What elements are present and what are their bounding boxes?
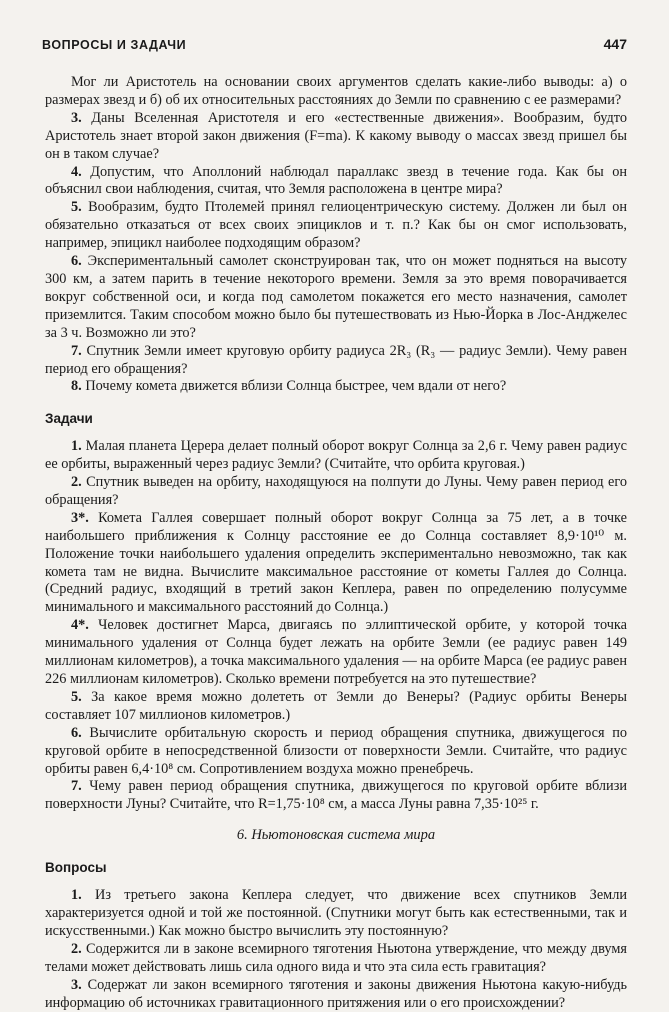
question-item xyxy=(45,199,627,253)
problem-item-number: 5. xyxy=(71,688,82,705)
problem-item-number: 2. xyxy=(71,474,82,491)
problem-item xyxy=(45,725,627,779)
question-item-number: 6. xyxy=(71,253,82,270)
question-item-number: 2. xyxy=(71,940,82,957)
problems-heading: Задачи xyxy=(45,411,93,427)
question-item-text: Содержат ли закон всемирного тяготения и законы движения Ньютона какую-нибудь информацию об источниках гравитационного притяжения или о его происхождении? xyxy=(45,976,627,1011)
page-body xyxy=(45,74,627,1012)
section-title: 6. Ньютоновская система мира xyxy=(236,827,436,844)
problem-item-text: Комета Галлея совершает полный оборот вокруг Солнца за 75 лет, а в точке наибольшего приближения к Солнцу расстояние ее до Солнца составляет 8,9·10¹⁰ м. Положение точки наибольшего удаления определить экспериментально невозможно, так как комета там не видна. Вычислите максимальное расстояние от кометы Галлея до Солнца. (Средний радиус, входящий в третий закон Кеплера, равен по определению полусумме минимального и максимального расстояний до Солнца.) xyxy=(45,509,627,616)
problem-item-text: Человек достигнет Марса, двигаясь по эллиптической орбите, у которой точка минимального удаления от Солнца будет лежать на орбите Земли (ее радиус равен 149 миллионам километров), а точка максимального удаления — на орбите Марса (ее радиус равен 226 миллионам километров). Сколько времени потребуется на это путешествие? xyxy=(45,617,627,687)
questions-list xyxy=(45,887,627,1012)
question-item-number: 1. xyxy=(71,887,82,904)
problems-list xyxy=(45,438,627,814)
problem-item xyxy=(45,438,627,474)
question-item-text: Содержится ли в законе всемирного тяготения Ньютона утверждение, что между двумя телами может действовать лишь сила одного вида и что эта сила есть гравитация? xyxy=(45,940,627,975)
problem-item-text: Малая планета Церера делает полный оборот вокруг Солнца за 2,6 г. Чему равен радиус ее орбиты, выраженный через радиус Земли? (Считайте, что орбита круговая.) xyxy=(45,438,628,473)
question-item-number: 5. xyxy=(71,199,82,216)
question-item xyxy=(45,253,627,343)
problem-item-text: Чему равен период обращения спутника, движущегося по круговой орбите вблизи поверхности Луны? Считайте, что R=1,75·10⁸ см, а масса Луны равна 7,35·10²⁵ г. xyxy=(45,778,627,813)
question-item xyxy=(45,164,627,200)
question-item xyxy=(45,378,627,396)
question-item-number: 8. xyxy=(71,378,82,395)
problem-item xyxy=(45,474,627,510)
question-item-number: 4. xyxy=(71,163,82,180)
problem-item xyxy=(45,510,627,617)
question-item xyxy=(45,74,627,110)
question-item xyxy=(45,343,627,379)
question-item xyxy=(45,977,627,1012)
problem-item-number: 1. xyxy=(71,438,82,455)
question-item-text: Экспериментальный самолет сконструирован так, что он может подняться на высоту 300 км, а затем парить в течение некоторого времени. Земля за это время поворачивается вокруг собственной оси, и когда под самолетом покажется его место назначения, самолет приземлится. Таким способом можно было бы путешествовать из Нью-Йорка в Лос-Анджелес за 3 ч. Возможно ли это? xyxy=(45,253,627,341)
question-item-text: Даны Вселенная Аристотеля и его «естественные движения». Вообразим, будто Аристотель знает второй закон движения (F=ma). К какому выводу о массах звезд пришел бы он в таком случае? xyxy=(45,109,627,162)
problem-item-number: 4*. xyxy=(71,617,89,634)
question-item-text: Допустим, что Аполлоний наблюдал параллакс звезд в течение года. Как бы он объяснил свои наблюдения, считая, что Земля расположена в центре мира? xyxy=(45,163,627,198)
problem-item-text: Спутник выведен на орбиту, находящуюся на полпути до Луны. Чему равен период его обращения? xyxy=(45,474,628,508)
question-item-text: Мог ли Аристотель на основании своих аргументов сделать какие-либо выводы: а) о размерах звезд и б) об их относительных расстояниях до Земли по сравнению с ее размерами? xyxy=(45,74,627,108)
problem-item-text: За какое время можно долететь от Земли до Венеры? (Радиус орбиты Венеры составляет 107 миллионов километров.) xyxy=(45,688,627,723)
question-item xyxy=(45,887,627,941)
question-item-text: Вообразим, будто Птолемей принял гелиоцентрическую систему. Должен ли был он обязательно отказаться от всех своих эпициклов и т. п.? Как бы он смог использовать, например, эпицикл наиболее подходящим образом? xyxy=(45,199,627,252)
question-item-text: Почему комета движется вблизи Солнца быстрее, чем вдали от него? xyxy=(85,378,507,395)
problem-item-number: 3*. xyxy=(71,509,89,526)
problem-item xyxy=(45,778,627,814)
problem-item-text: Вычислите орбитальную скорость и период обращения спутника, движущегося по круговой орбите в непосредственной близости от поверхности Земли. Считайте, что радиус орбиты равен 6,4·10⁸ см. Сопротивлением воздуха можно пренебречь. xyxy=(45,724,628,777)
question-item-text: Из третьего закона Кеплера следует, что движение всех спутников Земли характеризуется одной и той же постоянной. (Спутники могут быть как естественными, так и искусственными.) Как можно быстро вычислить эту постоянную? xyxy=(45,887,628,939)
page-header xyxy=(42,38,627,58)
questions-heading: Вопросы xyxy=(45,860,107,876)
problem-item xyxy=(45,689,627,725)
intro-questions-list xyxy=(45,74,627,396)
question-item-number: 7. xyxy=(71,342,82,359)
question-item xyxy=(45,941,627,977)
problem-item xyxy=(45,617,627,689)
question-item-number: 3. xyxy=(71,976,82,993)
question-item xyxy=(45,110,627,164)
question-item-number: 3. xyxy=(71,109,82,126)
problem-item-number: 6. xyxy=(71,724,82,741)
page-number: 447 xyxy=(603,36,627,52)
problem-item-number: 7. xyxy=(71,778,82,795)
running-head: ВОПРОСЫ И ЗАДАЧИ xyxy=(42,38,187,52)
question-item-text: Спутник Земли имеет круговую орбиту радиуса 2R₃ (R₃ — радиус Земли). Чему равен период его обращения? xyxy=(45,342,627,377)
